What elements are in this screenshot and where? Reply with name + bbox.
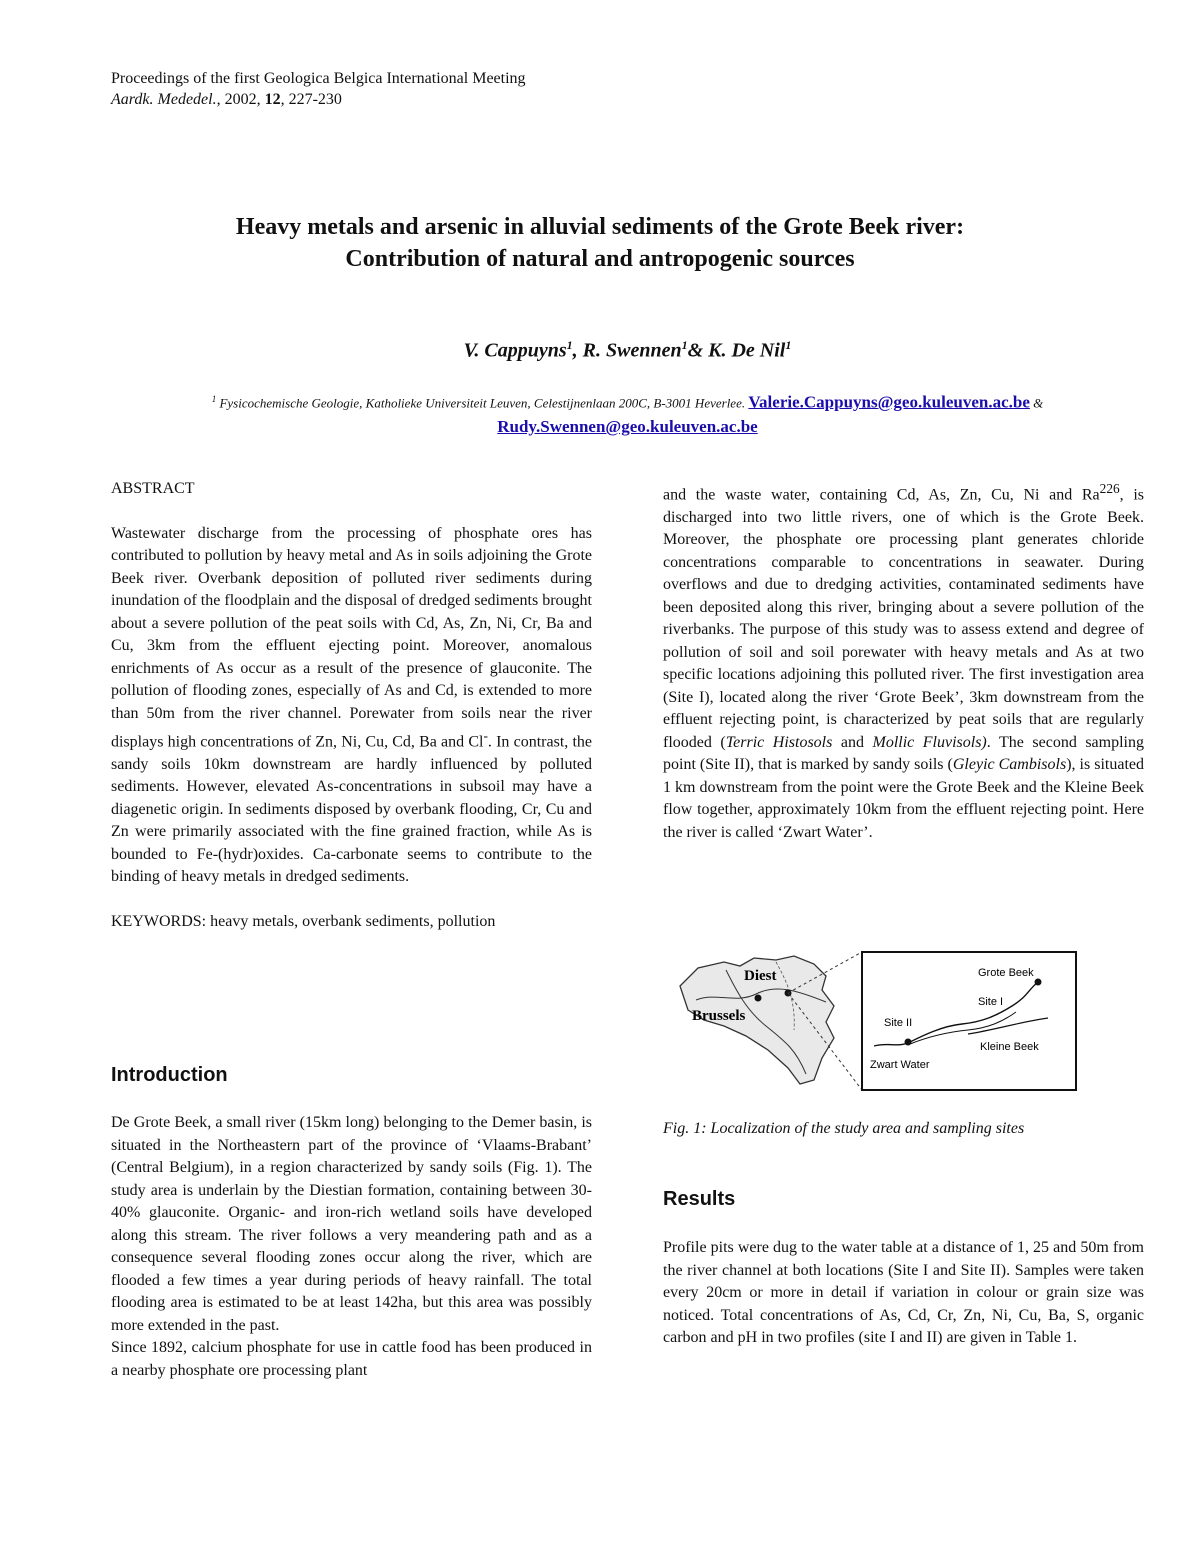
title-line-1: Heavy metals and arsenic in alluvial sediments of the Grote Beek river: (235, 214, 965, 240)
rp-c: and (832, 733, 873, 751)
citation-line (111, 89, 526, 110)
figure-caption: Fig. 1: Localization of the study area and sampling sites (663, 1120, 1025, 1137)
study-area-map (676, 950, 1106, 1094)
affiliation-text: Fysicochemische Geologie, Katholieke Universiteit Leuven, Celestijnenlaan 200C, B-3001 Heverlee. (219, 395, 746, 411)
rp-i2: Mollic Fluvisols) (872, 733, 987, 751)
rp-i3: Gleyic Cambisols (952, 756, 1067, 774)
email-link-1[interactable]: Valerie.Cappuyns@geo.kuleuven.ac.be (748, 392, 1030, 412)
brussels-dot (755, 995, 762, 1002)
citation-year: , 2002, (216, 91, 265, 108)
email-link-2[interactable]: Rudy.Swennen@geo.kuleuven.ac.be (497, 417, 758, 437)
author-2-mark: 1 (681, 338, 688, 352)
title-line-2: Contribution of natural and antropogenic sources (345, 246, 855, 272)
grote-beek-label: Grote Beek (978, 967, 1034, 979)
site-1-label: Site I (978, 996, 1004, 1008)
zwart-water-label: Zwart Water (870, 1059, 930, 1071)
intro-paragraph-2: Since 1892, calcium phosphate for use in cattle food has been produced in a nearby phosphate ore processing plant (111, 1339, 592, 1379)
rp-e: ), is situated 1 km downstream from the point were the Grote Beek and the Kleine Beek flow together, approximately 10km from the effluent rejecting point. Here the river is called ‘Zwart Water’. (663, 756, 1145, 841)
journal-name: Aardk. Mededel. (111, 91, 217, 108)
rp-d: . The second sampling point (Site II), that is marked by sandy soils ( (663, 733, 1144, 774)
results-body: Profile pits were dug to the water table at a distance of 1, 25 and 50m from the river channel at both locations (Site I and Site II). Samples were taken every 20cm or more in detail if variation in colour or grain size was noticed. Total concentrations of As, Cd, Cr, Zn, Ni, Cu, Ba, S, organic carbon and pH in two profiles (site I and II) are given in Table 1. (663, 1239, 1144, 1346)
abstract-section (111, 478, 592, 933)
author-1: V. Cappuyns (463, 339, 567, 362)
introduction-body (111, 1112, 592, 1382)
site-2-label: Site II (884, 1017, 913, 1029)
abstract-body-a: Wastewater discharge from the processing of phosphate ores has contributed to pollution by heavy metal and As in soils adjoining the Grote Beek river. Overbank deposition of polluted river sediments during inundation of the floodplain and the disposal of dredged sediments brought about a severe pollution of the peat soils with Cd, As, Zn, Ni, Cr, Ba and Cu, 3km from the effluent ejecting point. Moreover, anomalous enrichments of As occur as a result of the presence of glauconite. The pollution of flooding zones, especially of As and Cd, is extended to more than 50m from the river channel. Porewater from soils near the river displays high concentrations of Zn, Ni, Cu, Cd, Ba and Cl (111, 524, 592, 751)
results-heading: Results (663, 1188, 736, 1210)
diest-label: Diest (744, 968, 777, 984)
abstract-body-b: . In contrast, the sandy soils 10km downstream are hardly influenced by polluted sediments. However, elevated As-concentrations in subsoil may have a diagenetic origin. In sediments disposed by overbank flooding, Cr, Cu and Zn were primarily associated with the fine grained fraction, while As is bounded to Fe-(hydr)oxides. Ca-carbonate seems to contribute to the binding of heavy metals in dredged sediments. (111, 733, 592, 886)
intro-paragraph-1: De Grote Beek, a small river (15km long) belonging to the Demer basin, is situated in the Northeastern part of the province of ‘Vlaams-Brabant’ (Central Belgium), in a region characterized by sandy soils (Fig. 1). The study area is underlain by the Diestian formation, containing between 30-40% glauconite. Organic- and iron-rich wetland soils have developed along this stream. The river follows a very meandering path and as a consequence several flooding zones occur along the river, which are flooded a few times a year during periods of heavy rainfall. The total flooding area is estimated to be at least 142ha, but this area was possibly more extended in the past. (111, 1114, 592, 1334)
affiliation (0, 387, 1200, 440)
affiliation-mark: 1 (211, 394, 217, 404)
rp-b: , is discharged into two little rivers, one of which is the Grote Beek. Moreover, the phosphate ore processing plant generates chloride concentrations comparable to concentrations in seawater. During overflows and due to dredging activities, contaminated sediments have been deposited along this river, bringing about a severe pollution of the riverbanks. The purpose of this study was to assess extend and degree of pollution of soil and soil porewater with heavy metals and As at two specific locations adjoining this polluted river. The first investigation area (Site I), located along the river ‘Grote Beek’, 3km downstream from the effluent rejecting point, is characterized by peat soils that are regularly flooded ( (663, 486, 1145, 751)
citation-pages: , 227-230 (280, 91, 342, 108)
author-2: , R. Swennen (572, 339, 682, 362)
abstract-label: ABSTRACT (111, 480, 195, 497)
author-1-mark: 1 (566, 338, 573, 352)
introduction-heading: Introduction (111, 1064, 228, 1086)
paper-title (0, 211, 1200, 275)
author-list (0, 338, 1200, 363)
rp-a: and the waste water, containing Cd, As, Zn, Cu, Ni and Ra (663, 486, 1100, 504)
site-1-dot (1035, 979, 1042, 986)
abstract-body (111, 523, 592, 889)
site-2-dot (905, 1039, 912, 1046)
keywords: KEYWORDS: heavy metals, overbank sediments, pollution (111, 912, 496, 930)
author-3-mark: 1 (785, 338, 792, 352)
author-3: & K. De Nil (687, 339, 786, 362)
affiliation-amp: & (1033, 395, 1044, 411)
proceedings-line: Proceedings of the first Geologica Belgica International Meeting (111, 70, 526, 87)
brussels-label: Brussels (692, 1008, 746, 1024)
kleine-beek-label: Kleine Beek (980, 1041, 1039, 1053)
rp-i1: Terric Histosols (725, 733, 833, 751)
citation-volume: 12 (264, 91, 281, 108)
running-header (111, 68, 526, 110)
rp-sup: 226 (1099, 481, 1120, 496)
right-column-text (663, 478, 1144, 844)
right-paragraph (663, 478, 1144, 844)
abstract-sup: - (483, 728, 488, 743)
